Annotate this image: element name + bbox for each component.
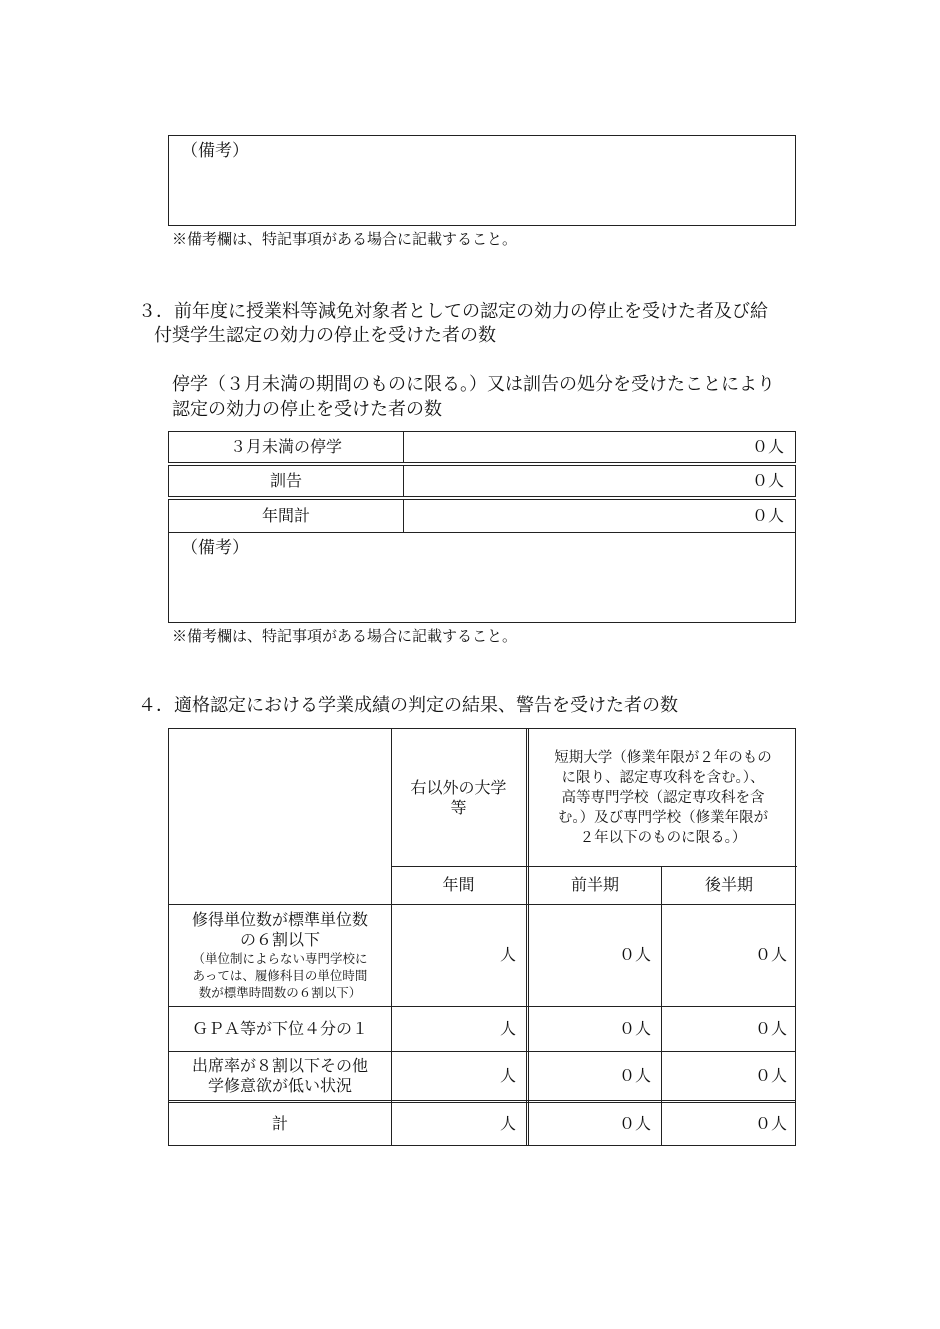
col-header-junior-l1: 短期大学（修業年限が２年のもの [554,749,772,766]
row-total-second: ０人 [754,1114,787,1133]
suspension-value: ０人 [751,437,784,456]
reprimand-row [168,465,796,497]
row-gpa-first: ０人 [618,1018,651,1038]
section3-heading-line1: ３．前年度に授業料等減免対象者としての認定の効力の停止を受けた者及び給 [138,301,768,322]
remarks-label: （備考） [181,141,249,161]
col-header-junior-l4: む。）及び専門学校（修業年限が [557,809,769,826]
col-header-junior-l3: 高等専門学校（認定専攻科を含 [561,789,765,806]
row-credits-label [169,904,391,1006]
subheader-first-half: 前半期 [570,875,619,894]
section4-heading: ４．適格認定における学業成績の判定の結果、警告を受けた者の数 [138,695,678,716]
section3-sub-line2: 認定の効力の停止を受けた者の数 [172,399,442,420]
col-header-universities [391,729,526,866]
col-header-universities-l1: 右以外の大学 [410,777,507,797]
row-attendance-label-l1: 出席率が８割以下その他 [191,1055,368,1075]
row-attendance-first: ０人 [618,1065,651,1085]
reprimand-label: 訓告 [269,471,302,490]
row-total-label: 計 [271,1114,288,1133]
col-header-junior-l2: に限り、認定専攻科を含む。）、 [561,769,765,786]
row-gpa-label: ＧＰＡ等が下位４分の１ [191,1018,368,1038]
row-attendance-label [169,1051,391,1100]
row-gpa-annual: 人 [499,1018,516,1038]
remarks-note-section3: ※備考欄は、特記事項がある場合に記載すること。 [172,627,518,645]
warning-table [168,728,796,1146]
remarks-box-top [168,135,796,226]
col-header-junior-l5: ２年以下のものに限る。） [579,829,747,846]
remarks-label: （備考） [181,538,249,558]
col-header-universities-l2: 等 [450,797,467,817]
section3-sub-line1: 停学（３月未満の期間のものに限る。）又は訓告の処分を受けたことにより [172,374,775,395]
row-total-annual: 人 [499,1114,516,1133]
suspension-label: ３月未満の停学 [229,437,342,456]
annual-total-row [168,499,796,533]
annual-total-label: 年間計 [261,506,310,525]
row-total-first: ０人 [618,1114,651,1133]
section3-heading-line2: 付奨学生認定の効力の停止を受けた者の数 [154,325,496,346]
row-attendance-second: ０人 [754,1065,787,1085]
row-credits-label-l2: の６割以下 [239,929,320,949]
row-credits-note-l1: （単位制によらない専門学校に [192,950,368,966]
row-attendance-label-l2: 学修意欲が低い状況 [207,1075,352,1095]
remarks-note-top: ※備考欄は、特記事項がある場合に記載すること。 [172,230,518,248]
row-credits-note-l2: あっては、履修科目の単位時間 [192,967,368,983]
row-gpa-second: ０人 [754,1018,787,1038]
subheader-second-half: 後半期 [704,875,753,894]
row-credits-note-l3: 数が標準時間数の６割以下） [198,984,362,1000]
annual-total-value: ０人 [751,506,784,525]
row-credits-first: ０人 [618,945,651,964]
row-credits-annual: 人 [499,945,516,964]
row-credits-label-l1: 修得単位数が標準単位数 [191,909,368,929]
row-attendance-annual: 人 [499,1065,516,1085]
col-header-junior-colleges [529,729,797,866]
remarks-box-section3 [168,532,796,623]
row-credits-second: ０人 [754,945,787,964]
suspension-row [168,431,796,463]
reprimand-value: ０人 [751,471,784,490]
subheader-annual: 年間 [442,875,475,894]
